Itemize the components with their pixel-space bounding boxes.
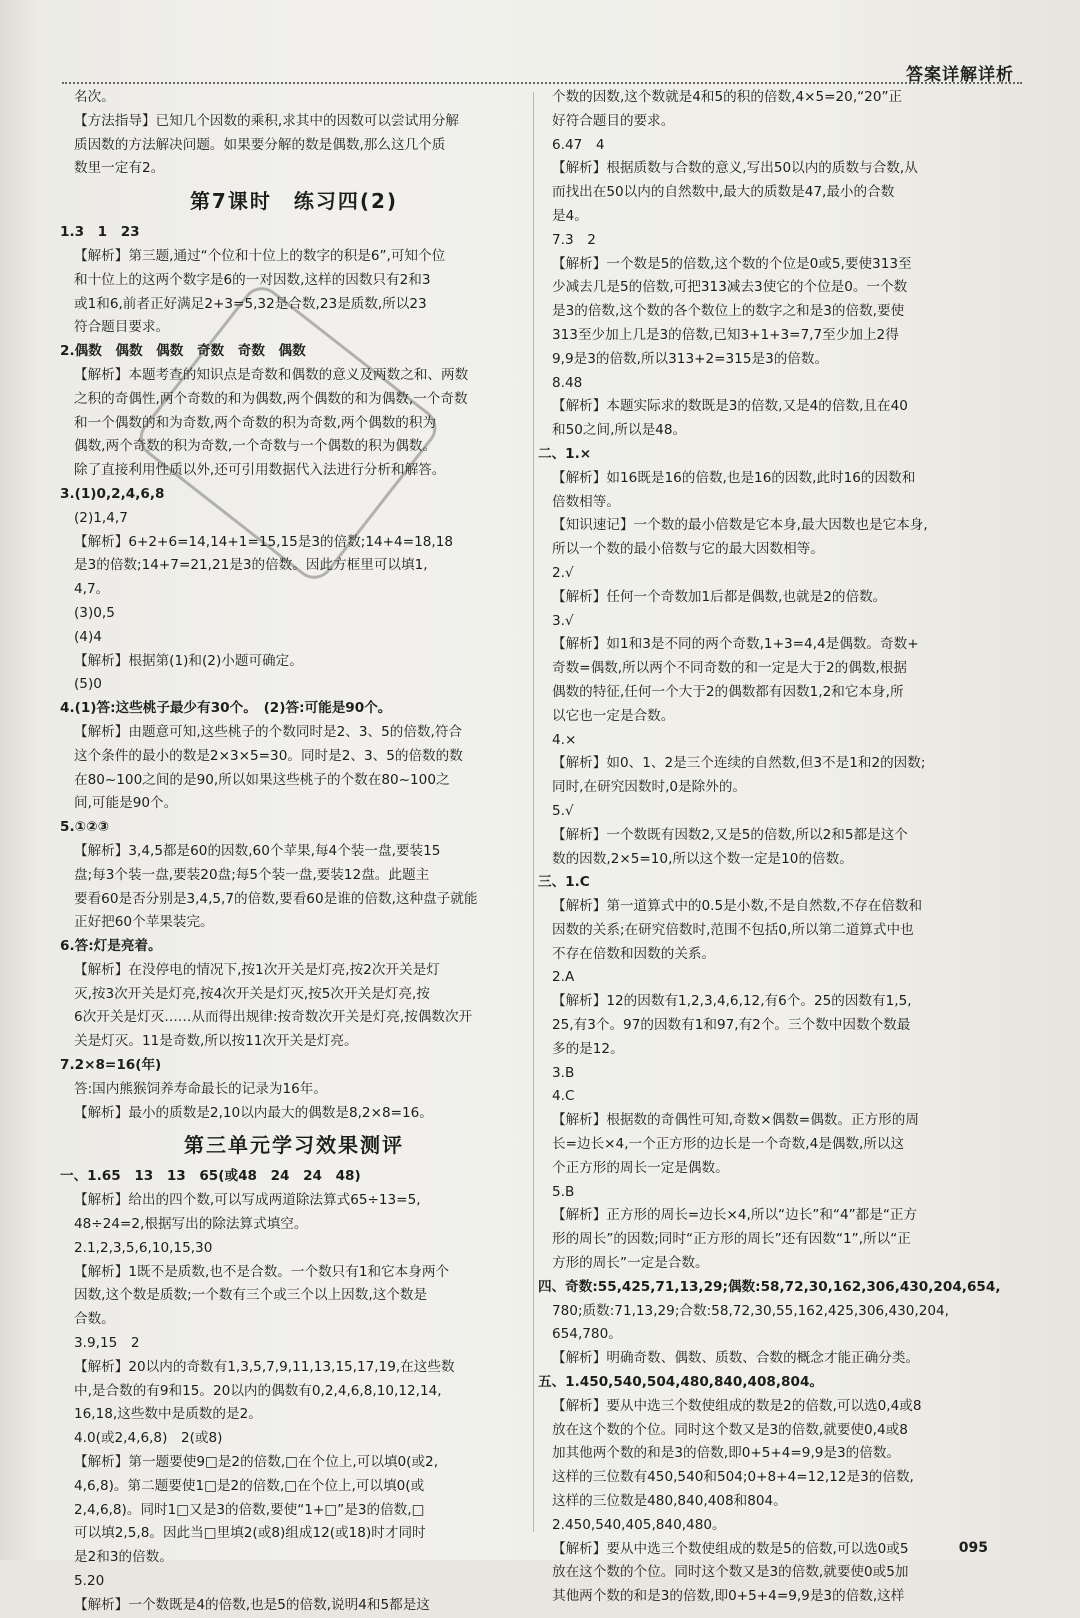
text-line: 4.× <box>552 731 577 748</box>
text-line: 是4。 <box>552 207 588 224</box>
text-line: 偶数,两个奇数的积为奇数,一个奇数与一个偶数的积为偶数。 <box>74 438 437 455</box>
text-line: 这样的三位数有450,540和504;0+8+4=12,12是3的倍数, <box>552 1469 914 1486</box>
text-line: 正好把60个苹果装完。 <box>74 914 214 931</box>
text-line: 【解析】任何一个奇数加1后都是偶数,也就是2的倍数。 <box>552 588 887 605</box>
text-line: 质因数的方法解决问题。如果要分解的数是偶数,那么这几个质 <box>74 136 446 153</box>
text-line: (4)4 <box>74 628 102 645</box>
text-line: 5.①②③ <box>60 819 110 836</box>
text-line: 6.47 4 <box>552 136 605 153</box>
text-line: 5.√ <box>552 802 574 819</box>
text-line: 4.C <box>552 1088 575 1105</box>
text-line: 关是灯灭。11是奇数,所以按11次开关是灯亮。 <box>74 1033 358 1050</box>
text-line: 【解析】第一道算式中的0.5是小数,不是自然数,不存在倍数和 <box>552 898 923 915</box>
text-line: 【解析】正方形的周长=边长×4,所以“边长”和“4”都是“正方 <box>552 1207 918 1224</box>
text-line: 【解析】最小的质数是2,10以内最大的偶数是8,2×8=16。 <box>74 1104 433 1121</box>
text-line: 间,可能是90个。 <box>74 795 178 812</box>
text-line: 和一个偶数的和为奇数,两个奇数的积为奇数,两个偶数的积为 <box>74 414 437 431</box>
text-line: 中,是合数的有9和15。20以内的偶数有0,2,4,6,8,10,12,14, <box>74 1382 442 1399</box>
text-line: 【解析】6+2+6=14,14+1=15,15是3的倍数;14+4=18,18 <box>74 533 453 550</box>
text-line: 【解析】20以内的奇数有1,3,5,7,9,11,13,15,17,19,在这些数 <box>74 1358 455 1375</box>
text-line: 6.答:灯是亮着。 <box>60 938 162 955</box>
text-line: 在80~100之间的是90,所以如果这些桃子的个数在80~100之 <box>74 771 450 788</box>
text-line: 7.3 2 <box>552 231 596 248</box>
text-line: 【解析】12的因数有1,2,3,4,6,12,有6个。25的因数有1,5, <box>552 993 912 1010</box>
text-line: 偶数的特征,任何一个大于2的偶数都有因数1,2和它本身,所 <box>552 683 904 700</box>
text-line: 符合题目要求。 <box>74 319 170 336</box>
text-line: 5.20 <box>74 1573 105 1590</box>
text-line: 5.B <box>552 1183 575 1200</box>
text-line: 和50之间,所以是48。 <box>552 422 687 439</box>
text-line: 2.偶数 偶数 偶数 奇数 奇数 偶数 <box>60 343 306 360</box>
text-line: 【知识速记】一个数的最小倍数是它本身,最大因数也是它本身, <box>552 517 928 534</box>
text-line: 【解析】在没停电的情况下,按1次开关是灯亮,按2次开关是灯 <box>74 961 440 978</box>
text-line: (2)1,4,7 <box>74 509 128 526</box>
text-line: 【解析】由题意可知,这些桃子的个数同时是2、3、5的倍数,符合 <box>74 723 463 740</box>
text-line: 因数,这个数是质数;一个数有三个或三个以上因数,这个数是 <box>74 1287 428 1304</box>
text-line: 【解析】第三题,通过“个位和十位上的数字的积是6”,可知个位 <box>74 247 446 264</box>
text-line: 【解析】本题实际求的数既是3的倍数,又是4的倍数,且在40 <box>552 398 908 415</box>
text-line: 【解析】第一题要使9□是2的倍数,□在个位上,可以填0(或2, <box>74 1454 439 1471</box>
text-line: 答:国内熊猴饲养寿命最长的记录为16年。 <box>74 1080 327 1097</box>
text-line: 加其他两个数的和是3的倍数,即0+5+4=9,9是3的倍数。 <box>552 1445 901 1462</box>
text-line: 【解析】根据质数与合数的意义,写出50以内的质数与合数,从 <box>552 160 918 177</box>
text-line: 2.√ <box>552 564 574 581</box>
text-line: 盘;每3个装一盘,要装20盘;每5个装一盘,要装12盘。此题主 <box>74 866 430 883</box>
text-line: 【解析】本题考查的知识点是奇数和偶数的意义及两数之和、两数 <box>74 366 469 383</box>
text-line: 【解析】如16既是16的倍数,也是16的因数,此时16的因数和 <box>552 469 916 486</box>
text-line: 3.(1)0,2,4,6,8 <box>60 485 165 502</box>
text-line: 【解析】根据第(1)和(2)小题可确定。 <box>74 652 303 669</box>
text-line: 【解析】1既不是质数,也不是合数。一个数只有1和它本身两个 <box>74 1263 450 1280</box>
text-line: 2,4,6,8)。同时1□又是3的倍数,要使“1+□”是3的倍数,□ <box>74 1501 425 1518</box>
text-line: 方形的周长”一定是合数。 <box>552 1255 709 1272</box>
text-line: 【解析】明确奇数、偶数、质数、合数的概念才能正确分类。 <box>552 1350 920 1367</box>
text-line: 其他两个数的和是3的倍数,即0+5+4=9,9是3的倍数,这样 <box>552 1588 905 1605</box>
text-line: 2.450,540,405,840,480。 <box>552 1516 726 1533</box>
text-line: 这样的三位数是480,840,408和804。 <box>552 1493 787 1510</box>
text-line: 同时,在研究因数时,0是除外的。 <box>552 779 747 796</box>
text-line: 【解析】一个数既有因数2,又是5的倍数,所以2和5都是这个 <box>552 826 908 843</box>
left-column <box>60 86 528 1613</box>
text-line: 形的周长”的因数;同时“正方形的周长”还有因数“1”,所以“正 <box>552 1231 911 1248</box>
page-number: 095 <box>958 1540 988 1556</box>
text-line: 四、奇数:55,425,71,13,29;偶数:58,72,30,162,306,430,204,654, <box>538 1278 1001 1295</box>
text-line: (3)0,5 <box>74 604 115 621</box>
text-line: 3.√ <box>552 612 574 629</box>
text-line: 不存在倍数和因数的关系。 <box>552 945 716 962</box>
text-line: 【解析】根据数的奇偶性可知,奇数×偶数=偶数。正方形的周 <box>552 1112 919 1129</box>
text-line: 【解析】给出的四个数,可以写成两道除法算式65÷13=5, <box>74 1192 421 1209</box>
section-title: 第7课时 练习四(2) <box>189 189 399 214</box>
text-line: (5)0 <box>74 676 102 693</box>
text-line: 【解析】如0、1、2是三个连续的自然数,但3不是1和2的因数; <box>552 755 926 772</box>
text-line: 个数的因数,这个数就是4和5的积的倍数,4×5=20,“20”正 <box>552 89 903 105</box>
text-line: 因数的关系;在研究倍数时,范围不包括0,所以第二道算式中也 <box>552 921 914 938</box>
text-line: 这个条件的最小的数是2×3×5=30。同时是2、3、5的倍数的数 <box>74 747 463 764</box>
text-line: 放在这个数的个位。同时这个数又是3的倍数,就要使0或5加 <box>552 1564 909 1581</box>
text-line: 【解析】3,4,5都是60的因数,60个苹果,每4个装一盘,要装15 <box>74 842 441 859</box>
text-line: 【方法指导】已知几个因数的乘积,求其中的因数可以尝试用分解 <box>74 112 459 129</box>
text-line: 313至少加上几是3的倍数,已知3+1+3=7,7至少加上2得 <box>552 326 899 343</box>
text-line: 之积的奇偶性,两个奇数的和为偶数,两个偶数的和为偶数,一个奇数 <box>74 390 468 407</box>
text-line: 6次开关是灯灭……从而得出规律:按奇数次开关是灯亮,按偶数次开 <box>74 1009 473 1026</box>
text-line: 【解析】一个数既是4的倍数,也是5的倍数,说明4和5都是这 <box>74 1596 430 1613</box>
text-line: 3.B <box>552 1064 575 1081</box>
text-line: 是2和3的倍数。 <box>74 1549 173 1566</box>
text-line: 780;质数:71,13,29;合数:58,72,30,55,162,425,306,430,204, <box>552 1302 949 1319</box>
text-line: 数里一定有2。 <box>74 160 165 177</box>
text-line: 或1和6,前者正好满足2+3=5,32是合数,23是质数,所以23 <box>74 295 427 312</box>
text-line: 4.(1)答:这些桃子最少有30个。 (2)答:可能是90个。 <box>60 700 392 717</box>
text-line: 五、1.450,540,504,480,840,408,804。 <box>538 1374 824 1391</box>
section-title: 第三单元学习效果测评 <box>184 1133 404 1158</box>
text-line: 好符合题目的要求。 <box>552 112 675 129</box>
text-line: 少减去几是5的倍数,可把313减去3使它的个位是0。一个数 <box>552 279 908 296</box>
text-line: 一、1.65 13 13 65(或48 24 24 48) <box>60 1168 361 1185</box>
text-line: 654,780。 <box>552 1326 622 1343</box>
text-line: 奇数=偶数,所以两个不同奇数的和一定是大于2的偶数,根据 <box>552 660 907 677</box>
text-line: 数的因数,2×5=10,所以这个数一定是10的倍数。 <box>552 850 853 867</box>
text-line: 48÷24=2,根据写出的除法算式填空。 <box>74 1216 308 1233</box>
text-line: 4.0(或2,4,6,8) 2(或8) <box>74 1430 223 1447</box>
text-line: 个正方形的周长一定是偶数。 <box>552 1159 729 1176</box>
text-line: 除了直接利用性质以外,还可引用数据代入法进行分析和解答。 <box>74 462 446 479</box>
page-header <box>62 58 1022 84</box>
text-line: 要看60是否分别是3,4,5,7的倍数,要看60是谁的倍数,这种盘子就能 <box>74 890 478 907</box>
text-line: 多的是12。 <box>552 1040 624 1057</box>
text-line: 和十位上的这两个数字是6的一对因数,这样的因数只有2和3 <box>74 271 431 288</box>
text-line: 是3的倍数,这个数的各个数位上的数字之和是3的倍数,要使 <box>552 303 905 320</box>
text-line: 倍数相等。 <box>552 493 620 510</box>
text-line: 以它也一定是合数。 <box>552 707 675 724</box>
text-line: 放在这个数的个位。同时这个数又是3的倍数,就要使0,4或8 <box>552 1421 908 1438</box>
text-line: 7.2×8=16(年) <box>60 1057 162 1074</box>
text-line: 【解析】要从中选三个数使组成的数是5的倍数,可以选0或5 <box>552 1540 909 1557</box>
text-line: 4,7。 <box>74 581 110 598</box>
text-line: 灭,按3次开关是灯亮,按4次开关是灯灭,按5次开关是灯亮,按 <box>74 985 430 1002</box>
text-line: 名次。 <box>74 89 115 105</box>
text-line: 【解析】一个数是5的倍数,这个数的个位是0或5,要使313至 <box>552 255 912 272</box>
text-line: 所以一个数的最小倍数与它的最大因数相等。 <box>552 541 824 558</box>
text-line: 而找出在50以内的自然数中,最大的质数是47,最小的合数 <box>552 184 895 201</box>
text-line: 【解析】要从中选三个数使组成的数是2的倍数,可以选0,4或8 <box>552 1397 922 1414</box>
text-line: 是3的倍数;14+7=21,21是3的倍数。因此方框里可以填1, <box>74 557 428 574</box>
text-line: 2.A <box>552 969 575 986</box>
text-line: 【解析】如1和3是不同的两个奇数,1+3=4,4是偶数。奇数+ <box>552 636 919 653</box>
text-line: 3.9,15 2 <box>74 1335 140 1352</box>
text-line: 长=边长×4,一个正方形的边长是一个奇数,4是偶数,所以这 <box>552 1136 905 1153</box>
text-line: 25,有3个。97的因数有1和97,有2个。三个数中因数个数最 <box>552 1017 911 1034</box>
text-line: 2.1,2,3,5,6,10,15,30 <box>74 1239 213 1256</box>
text-line: 9,9是3的倍数,所以313+2=315是3的倍数。 <box>552 350 829 367</box>
text-line: 16,18,这些数中是质数的是2。 <box>74 1406 262 1423</box>
header-title: 答案详解详析 <box>906 65 1014 85</box>
text-line: 1.3 1 23 <box>60 224 140 241</box>
text-line: 三、1.C <box>538 874 590 891</box>
text-line: 合数。 <box>74 1311 115 1328</box>
text-line: 二、1.× <box>538 445 592 462</box>
text-line: 4,6,8)。第二题要使1□是2的倍数,□在个位上,可以填0(或 <box>74 1477 425 1494</box>
text-line: 可以填2,5,8。因此当□里填2(或8)组成12(或18)时才同时 <box>74 1525 426 1542</box>
text-line: 8.48 <box>552 374 583 391</box>
column-divider <box>533 92 534 1532</box>
